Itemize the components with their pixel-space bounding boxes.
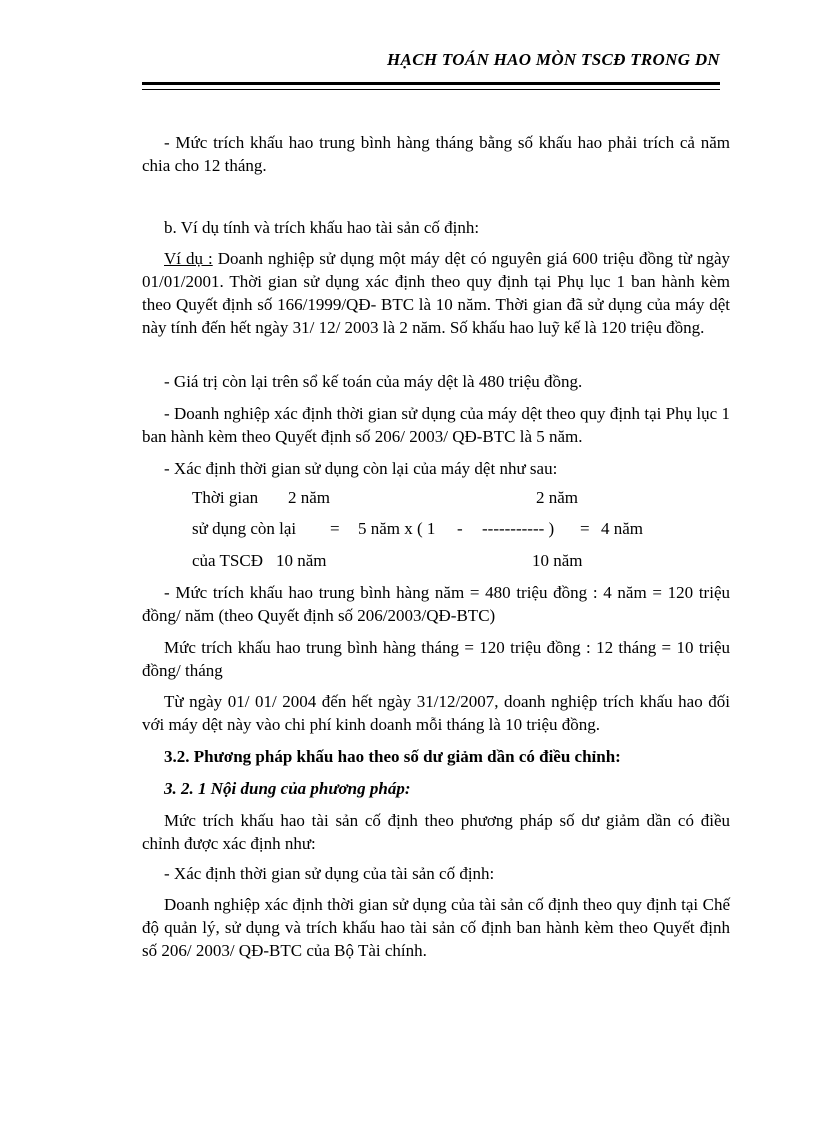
- example-label: Ví dụ :: [164, 249, 213, 268]
- paragraph-method-intro: Mức trích khấu hao tài sản cố định theo phương pháp số dư giảm dần có điều chỉnh được xác định như:: [142, 811, 730, 853]
- formula-label-1: Thời gian: [192, 488, 259, 507]
- section-example-heading: b. Ví dụ tính và trích khấu hao tài sản cố định:: [164, 218, 480, 237]
- header-rule-thin: [142, 89, 720, 90]
- formula-numerator-left: 2 năm: [288, 488, 331, 507]
- paragraph-regulation: Doanh nghiệp xác định thời gian sử dụng của tài sản cố định theo quy định tại Chế độ quản lý, sử dụng và trích khấu hao tài sản cố định ban hành kèm theo Quyết định số 206/ 2003/ QĐ-BTC của Bộ Tài chính.: [142, 895, 730, 960]
- paragraph-remaining-time-intro: - Xác định thời gian sử dụng còn lại của máy dệt như sau:: [164, 459, 558, 478]
- example-text: Doanh nghiệp sử dụng một máy dệt có nguyên giá 600 triệu đồng từ ngày 01/01/2001. Thời gian sử dụng xác định theo quy định tại Phụ lục 1 ban hành kèm theo Quyết định số 166/1999/QĐ- BTC là 10 năm. Thời gian đã sử dụng của máy dệt này tính đến hết ngày 31/ 12/ 2003 là 2 năm. Số khấu hao luỹ kế là 120 triệu đồng.: [142, 249, 730, 337]
- formula-equals-2: =: [580, 519, 590, 538]
- paragraph-remaining-value: - Giá trị còn lại trên sổ kế toán của máy dệt là 480 triệu đồng.: [164, 372, 583, 391]
- paragraph-determine-time: - Xác định thời gian sử dụng của tài sản cố định:: [164, 864, 495, 883]
- paragraph-depreciation-period: Từ ngày 01/ 01/ 2004 đến hết ngày 31/12/2007, doanh nghiệp trích khấu hao đối với máy dệt này vào chi phí kinh doanh mỗi tháng là 10 triệu đồng.: [142, 692, 730, 734]
- page-header-title: HẠCH TOÁN HAO MÒN TSCĐ TRONG DN: [387, 50, 720, 69]
- formula-numerator-right: 2 năm: [536, 488, 579, 507]
- formula-equals-1: =: [330, 519, 340, 538]
- formula-denominator-left: 10 năm: [276, 551, 327, 570]
- formula-minus: -: [457, 519, 463, 538]
- formula-result: 4 năm: [601, 519, 644, 538]
- paragraph-monthly-rate-example: Mức trích khấu hao trung bình hàng tháng = 120 triệu đồng : 12 tháng = 10 triệu đồng/ tháng: [142, 638, 730, 680]
- paragraph-yearly-rate: - Mức trích khấu hao trung bình hàng năm = 480 triệu đồng : 4 năm = 120 triệu đồng/ năm (theo Quyết định số 206/2003/QĐ-BTC): [142, 583, 730, 625]
- formula-denominator-right: 10 năm: [532, 551, 583, 570]
- formula-expression: 5 năm x ( 1: [358, 519, 436, 538]
- paragraph-monthly-rate: - Mức trích khấu hao trung bình hàng tháng bằng số khấu hao phải trích cả năm chia cho 12 tháng.: [142, 133, 730, 175]
- paragraph-example: [142, 247, 730, 339]
- formula-label-3: của TSCĐ: [192, 551, 263, 570]
- formula-fraction-line: ----------- ): [482, 519, 555, 538]
- paragraph-usage-time: - Doanh nghiệp xác định thời gian sử dụng của máy dệt theo quy định tại Phụ lục 1 ban hành kèm theo Quyết định số 206/ 2003/ QĐ-BTC là 5 năm.: [142, 404, 730, 446]
- formula-label-2: sử dụng còn lại: [192, 519, 297, 538]
- section-heading-3-2-1: 3. 2. 1 Nội dung của phương pháp:: [164, 779, 411, 798]
- header-rule-thick: [142, 82, 720, 85]
- section-heading-3-2: 3.2. Phương pháp khấu hao theo số dư giảm dần có điều chỉnh:: [164, 747, 621, 766]
